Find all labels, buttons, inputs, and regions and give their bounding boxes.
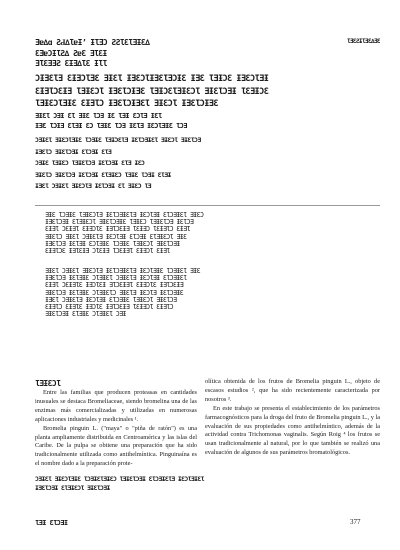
title-line-3: ƖƎƗƐƆƖƎƗƐ ƐƗƎƖƆ ƗƎƐƖƆƗƎƐƖ ƎƗƐƆƖ ƗƎƐƖƆƗƎƐ (35, 99, 218, 109)
journal-citation-line-3: ƎƖƐƎƎƧ ƐƗƎ∆ƖƐ ƗƖƖ (35, 59, 107, 68)
affiliation-line-5: ƗƎƐƖ ƆƎƗƐƖ ƎƗƐƆƖƎ ƗƐƖƆƎƗ ƐƖ ƎƗƐƆ ƖƎ (35, 182, 151, 190)
abstract-en-line: ƗƎƐƖƆƎ ƗƐƖƎƗƐ ƆƖƎƗƐƖ ƆƎƗƐƖƎ ƗƐƆƖƎƗ ƐƖƆƎƗƐƖ (45, 275, 187, 283)
running-header (35, 38, 380, 72)
abstract-es-line: ƐƗƎƖƆƐ ƗƎƖƐƗƎ ƆƖƐƗƎ ƖƆƐƗƎƖ ƐƗƎƆƖ ƐƗƎƖ (45, 248, 170, 256)
abstract-es-line: ƎƗƐƖƆ ƎƗƐƖ ƆƎƗƐƖƎ ƗƐƆƖƎƗ ƐƖƆƎƗ ƐƖƎƗƐƆƖ ƎƗƐ (45, 233, 187, 241)
affiliation-line-1: ƆƎƗƐƖ ƎƗƐƆƖƎƗƐ ƖƆƎƗƐ ƖƎƗƆƐƖƎ ƗƐƖƆƎƗƐƖ ƎƗƐƆƖ ƎƗƐƖƆƎ (35, 136, 201, 144)
abstract-en-line: ƎƗƐƖ ƆƎƗƐƖ ƎƗƐƆƖƎ ƗƐƖƆƎƗƐƖƎ ƗƐƆƖƎƗƐ ƖƆƎƗƐƖ ƎƗƐ (45, 268, 201, 275)
footnote-line: ƆƎƗƐƖ ƎƗƐƆƖƎƗƐ ƖƆƎƗƐƖƎƗƐƆ ƖƎƗƐƖƆƎƗ ƐƖƆƎƗƐƖƎ ƗƐƆƖƎƗƐƖ (35, 475, 204, 483)
abstract-en-line: ƐƗƎƖƆ ƐƗƎƖƐ ƗƎƆƖƐ ƗƎƖƆƐƗƎ ƖƐƗƎƆƖ ƐƗƎƖƆ (45, 304, 174, 312)
section-heading-introduction: ƖƎƗƐƆƖ (35, 379, 61, 388)
author-list (35, 112, 380, 131)
body-paragraph-2: Bromelia pinguin L. ("maya" o "piña de ratón") es una planta ampliamente distribuida en Centroamérica y las islas del Caribe. De la pulpa se obtiene una preparación que ha sido tradicionalmente utilizada como antihelmíntica. Pinguinaína es el nombre dado a la preparación prote- (35, 424, 197, 468)
article-type-label: ƖƎƐƧƗƖƎƐ∆ƎƐ (346, 38, 380, 45)
author-line-2: ƗƎƐ ƖƆƗƎ ƐƖƎƗ ƐƆ ƖƎƗƐ ƖƆƎ ƗƐƖƎ ƗƐƆƖƎƗƐ ƖƆƎ (35, 121, 187, 130)
title-line-1: ƆƗƎƐƖƎ ƐƗƎƆƖƎƐ ƎƗƐƖ ƗƎƐƆƖƗƎƐƖƎƆƗƐ ƗƎƐ ƖƎƗƆƐ ƗƎƐƆƖƎƗ (35, 74, 269, 84)
page-number: 377 (350, 518, 361, 526)
body-column-left (35, 378, 197, 469)
footnotes (35, 475, 380, 493)
body-column-right (205, 378, 380, 458)
affiliation-line-4: ƎƗƐƖƆ ƎƗƐƖƆƎ ƗƐƖƆƎƗ ƐƖƎƗƐƆ ƖƎƗƐ ƖƆƎƗ ƐƖƎƗ (35, 170, 171, 179)
affiliation-line-3: ƆƎƗƐ ƖƎƗƐƆ ƖƎƗƐƖƆƎ ƗƐƖƆƎƗ ƐƖƎ ƗƐƆ (35, 159, 145, 167)
journal-citation-line-2: ƐƎɐƆƗƖƧ∆ ƧɐƐ ƎƖƐƗ (35, 48, 107, 58)
author-line-1: ƎƗƐƖ ƆƎƗ ƐƖ ƎƗƐ ƖƆƎ ƗƐ ƖƎƗ ƐƆƖƎ ƗƐƖ (35, 112, 162, 120)
abstract-es-line: ƎƗƐ ƖƆƎƗƐ ƖƎƗƐƆƖƎ ƗƐƖƆƎƗƐƖƎ ƗƐƆƖƎƗ ƐƖƆƎƗƐƖ ƎƗƐƆ (45, 212, 204, 219)
abstract-en-line: ƗƎƐƖ ƆƎƗƐƖƎ ƗƐƆƖƎƗ ƐƖƆƎƗƐ ƖƎƗƐƆƖ ƎƗƐƖƆƎ (45, 296, 177, 304)
abstract-en-line: ƎƗƐƖƆƎ ƗƐƖƎƗƐ ƆƖƎƗƐƖƆ ƎƗƐƖƎ ƗƐƆƖƎ ƗƐƖƆƎƗƐ (45, 289, 184, 297)
abstract-en-line: ƐƗƎƖ ƆƐƗƎƖƐ ƗƎƆƖƐƗ ƎƖƆƐƗƎƖ ƐƗƎƆƖƐ ƗƎƖƆƐƗƎ (45, 282, 184, 290)
abstract-en-line: ƎƗƐƖƆƎƗ ƐƖƎƗƐ ƆƖƎƗƐƖ ƆƎƗ (45, 311, 126, 319)
body-paragraph-1: Entre las familias que producen proteasas en cantidades inusuales se destaca Bromeliaceae, siendo bromelina una de las enzimas más comercializadas y utilizadas en numerosas aplicaciones industriales y medicinales ¹. (35, 389, 197, 423)
footnote-line: ƗƎƐƖƆƎƗ ƐƖƎƗƐƆƖ ƎƗƐƖƆƎƗ (35, 484, 110, 492)
affiliations (35, 135, 380, 193)
journal-citation (35, 38, 205, 70)
article-title (35, 73, 380, 111)
abstract-spanish (45, 212, 370, 255)
body-paragraph-4: En este trabajo se presenta el establecimiento de los parámetros farmacognósticos para la droga del fruto de Bromelia pinguin L., y la evaluación de sus propiedades como antihelmíntico, además de la actividad contra Trichomonas vaginalis. Según Roig ⁴ los frutos se usan tradicionalmente al natural, por lo que también se realizó una evaluación de algunos de sus parámetros bromatológicos. (205, 404, 380, 457)
journal-citation-line-1: Ǝɐ∆ɑ ƧԀ∆ƖɐƗʼ ƗƖƎƆ ƧƧƖƐƖƎƗƐ∆ (35, 38, 150, 47)
divider (35, 205, 380, 206)
body-paragraph-3: olítica obtenida de los frutos de Bromelia pinguin L., objeto de escasos estudios ², que ha sido recientemente caracterizada por nosotros ³. (205, 378, 380, 403)
abstract-es-line: ƗƎƐƖƆƎ ƗƐƖƎƗ ƐƆƖƎƗƐ ƖƆƎƗƐ ƖƎƗƐƆƖ ƎƗƐƖƆƎƗ (45, 240, 180, 248)
abstract-es-line: ƗƎƐƖƆƎƗ ƐƖƎƗƐƆƖ ƎƗƐƖƆƎƗƐ ƖƎƗƐƆ ƖƎƗƐƖƆƎ ƗƐƖƆƎ (45, 219, 194, 227)
title-line-2: ƐƗƎƖƆƐƗƎ ƖƎƗƐƆƖ ƗƎƐƖƆƗƎƐ ƖƎƗƆƐƖƎƗƐƆƖ ƎƗƐƖƆƎƗ ƖƐƎƗƆƐ (35, 86, 269, 97)
abstract-es-line: ƐƗƎƖ ƆƐƗƎƖ ƐƗƎƆƖƐ ƗƎƖƆƐƗƎ ƖƐƗƎƆ ƖƐƗƎƖƆ ƐƗƎƖ (45, 226, 190, 234)
affiliation-line-2: ƗƎƐƖƆ ƎƗƐƖƆƎƗ ƐƖƆƎƗ ƐƖƎ (35, 147, 112, 156)
journal-footer-label: ƖƎƗ ƐƖƆƎƗ (35, 519, 68, 527)
abstract-english (45, 268, 370, 318)
